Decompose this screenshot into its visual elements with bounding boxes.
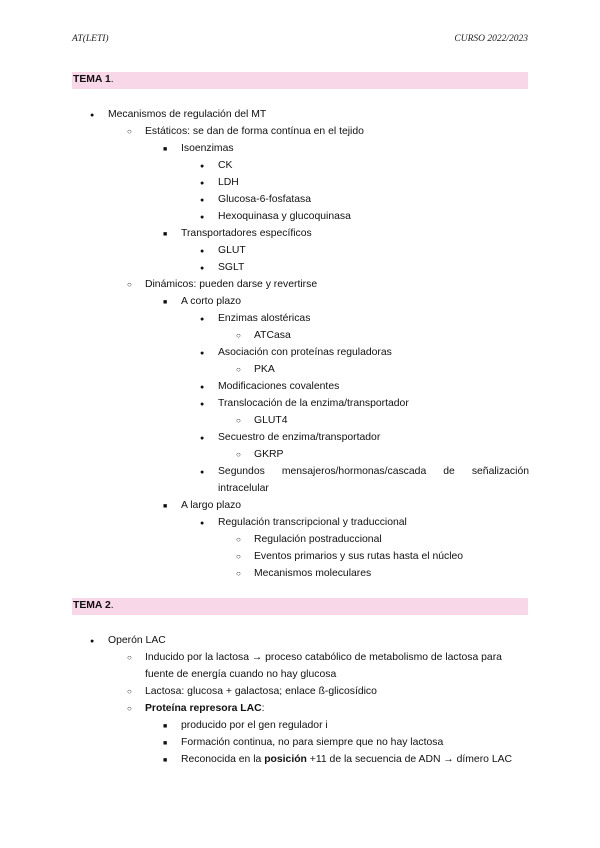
bullet-icon xyxy=(200,208,204,226)
circle-bullet-icon xyxy=(236,412,241,429)
bullet-icon xyxy=(200,157,204,175)
circle-bullet-icon xyxy=(127,683,132,700)
circle-bullet-icon xyxy=(236,531,241,548)
square-bullet-icon xyxy=(163,293,167,311)
bullet-icon xyxy=(200,174,204,192)
square-bullet-icon xyxy=(163,497,167,515)
square-bullet-icon xyxy=(163,225,167,243)
circle-bullet-icon xyxy=(127,276,132,293)
bullet-icon xyxy=(200,378,204,396)
section-heading-tema-1 xyxy=(72,72,528,89)
circle-bullet-icon xyxy=(127,700,132,717)
circle-bullet-icon xyxy=(236,327,241,344)
bullet-icon xyxy=(200,429,204,447)
bullet-icon xyxy=(200,344,204,362)
bullet-icon xyxy=(200,310,204,328)
section-title: TEMA 2. xyxy=(73,600,114,611)
square-bullet-icon xyxy=(163,717,167,735)
bullet-icon xyxy=(90,632,94,650)
bullet-icon xyxy=(200,395,204,413)
circle-bullet-icon xyxy=(236,565,241,582)
bullet-icon xyxy=(200,191,204,209)
bullet-icon xyxy=(200,259,204,277)
header-academic-year: CURSO 2022/2023 xyxy=(454,34,528,44)
section-title: TEMA 1. xyxy=(73,74,114,85)
circle-bullet-icon xyxy=(236,548,241,565)
bullet-icon xyxy=(200,463,204,481)
circle-bullet-icon xyxy=(236,446,241,463)
bullet-icon xyxy=(90,106,94,124)
list-item xyxy=(0,463,600,480)
bullet-icon xyxy=(200,514,204,532)
square-bullet-icon xyxy=(163,751,167,769)
header-course-code: AT(LETI) xyxy=(72,34,109,44)
justified-text: Segundos mensajeros/hormonas/cascada de señalización xyxy=(218,466,529,477)
circle-bullet-icon xyxy=(127,123,132,140)
bullet-icon xyxy=(200,242,204,260)
square-bullet-icon xyxy=(163,734,167,752)
square-bullet-icon xyxy=(163,140,167,158)
circle-bullet-icon xyxy=(127,649,132,666)
circle-bullet-icon xyxy=(236,361,241,378)
section-heading-tema-2 xyxy=(72,598,528,615)
